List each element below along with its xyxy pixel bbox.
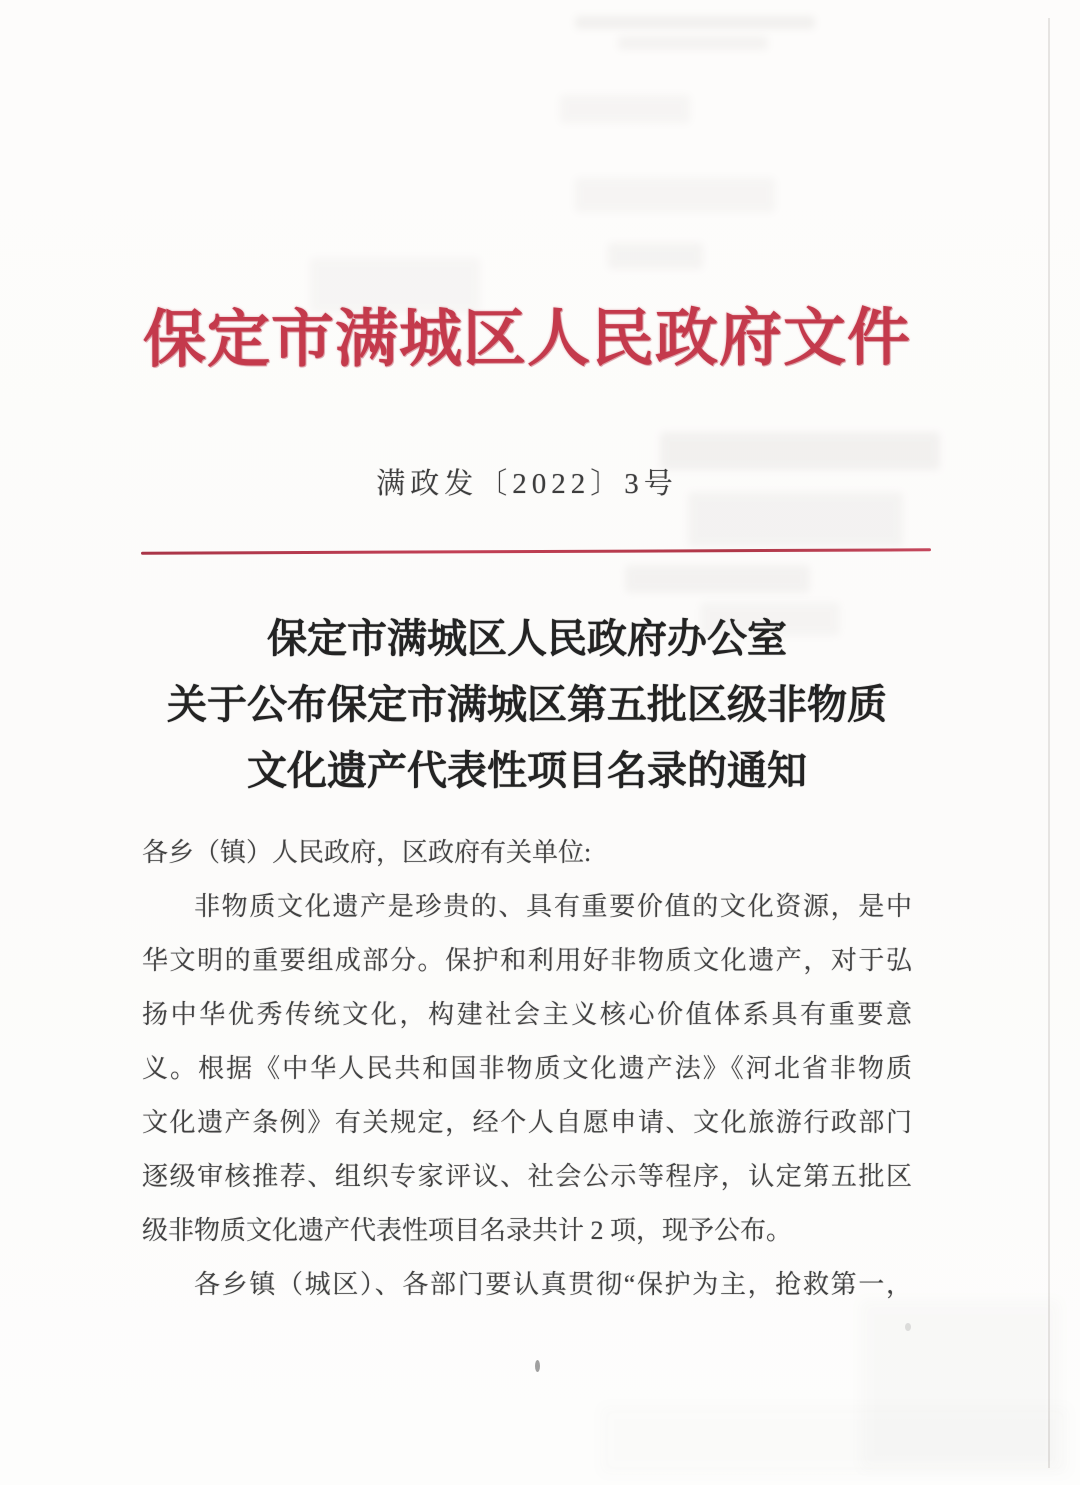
body-line: 扬中华优秀传统文化，构建社会主义核心价值体系具有重要意 (142, 1000, 912, 1029)
body-line: 华文明的重要组成部分。保护和利用好非物质文化遗产，对于弘 (142, 946, 912, 975)
body-line: 义。根据《中华人民共和国非物质文化遗产法》《河北省非物质 (142, 1054, 912, 1083)
body-line: 逐级审核推荐、组织专家评议、社会公示等程序，认定第五批区 (142, 1162, 912, 1191)
bleed-through-artifact (608, 243, 703, 269)
bleed-through-artifact (560, 95, 690, 123)
bleed-through-artifact (575, 178, 775, 212)
notice-title (0, 606, 1054, 804)
doc-number: 满政发〔2022〕3号 (376, 468, 678, 500)
scan-speck (535, 1360, 540, 1372)
bleed-through-artifact (618, 36, 768, 50)
red-separator-line (141, 548, 931, 554)
body-line: 文化遗产条例》有关规定，经个人自愿申请、文化旅游行政部门 (142, 1108, 912, 1137)
notice-body (142, 826, 912, 1312)
letterhead-title: 保定市满城区人民政府文件 (142, 302, 912, 376)
bleed-through-artifact (575, 16, 815, 29)
notice-title-line: 文化遗产代表性项目名录的通知 (247, 748, 807, 793)
body-line: 非物质文化遗产是珍贵的、具有重要价值的文化资源，是中 (194, 892, 912, 921)
body-line: 各乡镇（城区）、各部门要认真贯彻“保护为主，抢救第一， (194, 1270, 912, 1299)
salutation-line: 各乡（镇）人民政府，区政府有关单位: (142, 838, 592, 867)
notice-title-line: 关于公布保定市满城区第五批区级非物质 (167, 682, 887, 727)
bleed-through-artifact (625, 565, 810, 593)
scan-shadow (600, 1405, 1070, 1475)
notice-title-line: 保定市满城区人民政府办公室 (267, 616, 787, 661)
body-line: 级非物质文化遗产代表性项目名录共计 2 项，现予公布。 (142, 1216, 793, 1245)
scan-speck (905, 1323, 911, 1331)
